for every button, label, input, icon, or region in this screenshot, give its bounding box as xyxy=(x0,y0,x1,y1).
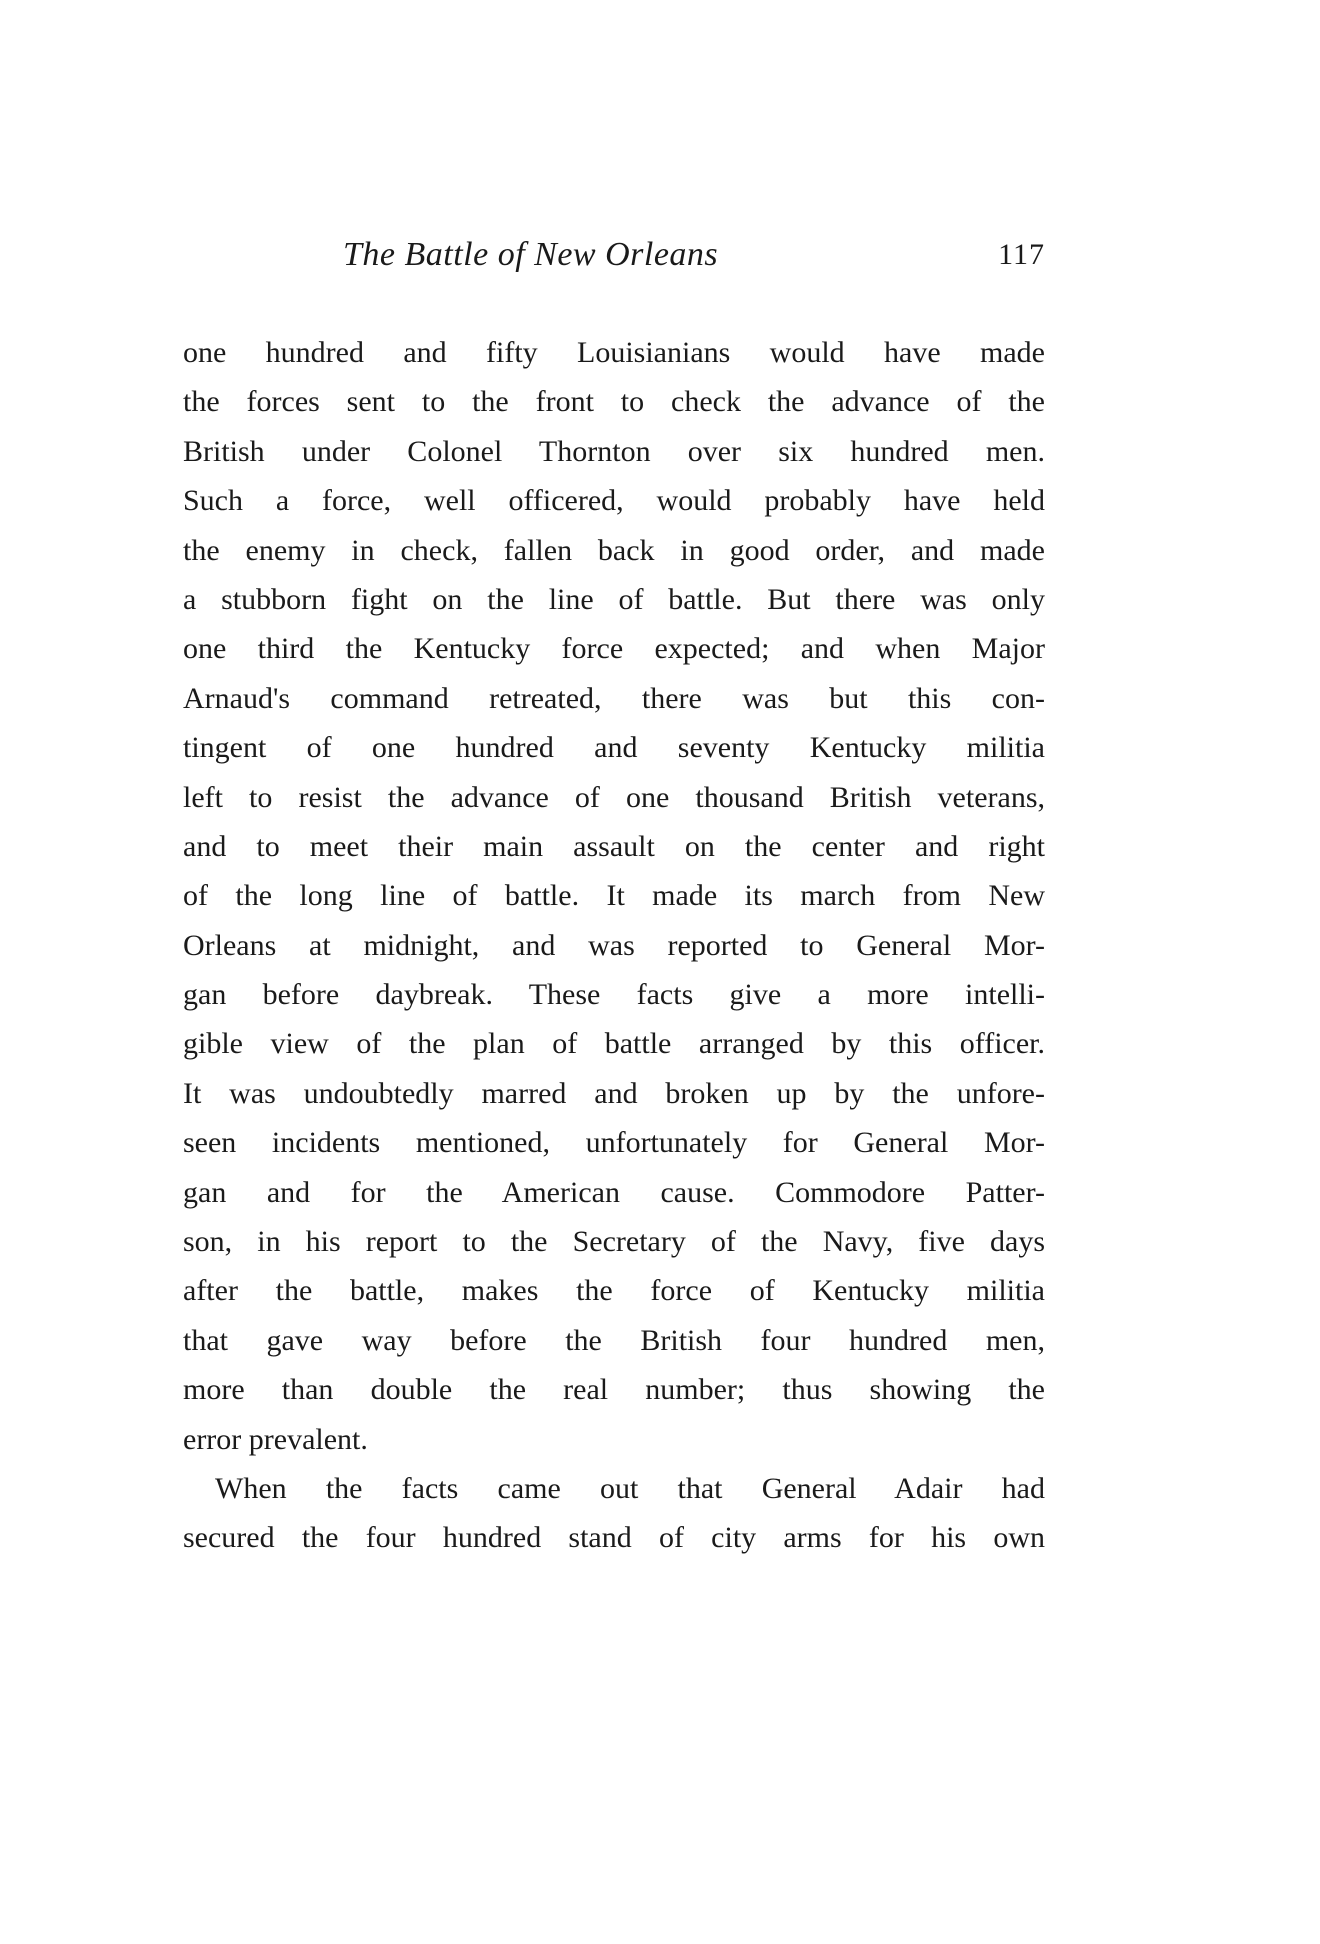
text-line: more than double the real number; thus showing the xyxy=(183,1373,1045,1407)
paragraph xyxy=(183,328,1045,1464)
text-line: the forces sent to the front to check the advance of the xyxy=(183,385,1045,419)
text-line: of the long line of battle. It made its march from New xyxy=(183,879,1045,913)
text-line: gan before daybreak. These facts give a more intelli- xyxy=(183,978,1045,1012)
text-line: the enemy in check, fallen back in good order, and made xyxy=(183,533,1045,567)
text-line: Such a force, well officered, would probably have held xyxy=(183,484,1045,518)
text-line: that gave way before the British four hundred men, xyxy=(183,1323,1045,1357)
page-header xyxy=(183,236,1045,286)
running-title: The Battle of New Orleans xyxy=(343,236,719,273)
text-line: tingent of one hundred and seventy Kentucky militia xyxy=(183,731,1045,765)
text-line: after the battle, makes the force of Kentucky militia xyxy=(183,1274,1045,1308)
text-line: Orleans at midnight, and was reported to General Mor- xyxy=(183,928,1045,962)
text-line: seen incidents mentioned, unfortunately for General Mor- xyxy=(183,1126,1045,1160)
text-line: When the facts came out that General Adair had xyxy=(215,1471,1045,1505)
body-text xyxy=(183,328,1045,1563)
text-line: It was undoubtedly marred and broken up by the unfore- xyxy=(183,1076,1045,1110)
text-line: secured the four hundred stand of city arms for his own xyxy=(183,1521,1045,1555)
text-line: one third the Kentucky force expected; and when Major xyxy=(183,632,1045,666)
text-line: son, in his report to the Secretary of the Navy, five days xyxy=(183,1225,1045,1259)
text-line: British under Colonel Thornton over six hundred men. xyxy=(183,434,1045,468)
text-line: gan and for the American cause. Commodore Patter- xyxy=(183,1175,1045,1209)
text-line: left to resist the advance of one thousand British veterans, xyxy=(183,780,1045,814)
text-line: gible view of the plan of battle arranged by this officer. xyxy=(183,1027,1045,1061)
text-line: error prevalent. xyxy=(183,1422,368,1456)
text-line: Arnaud's command retreated, there was but this con- xyxy=(183,681,1045,715)
page-number: 117 xyxy=(998,238,1045,271)
text-line: one hundred and fifty Louisianians would have made xyxy=(183,336,1045,369)
paragraph xyxy=(183,1464,1045,1563)
text-line: and to meet their main assault on the center and right xyxy=(183,829,1045,863)
text-line: a stubborn fight on the line of battle. But there was only xyxy=(183,582,1045,616)
